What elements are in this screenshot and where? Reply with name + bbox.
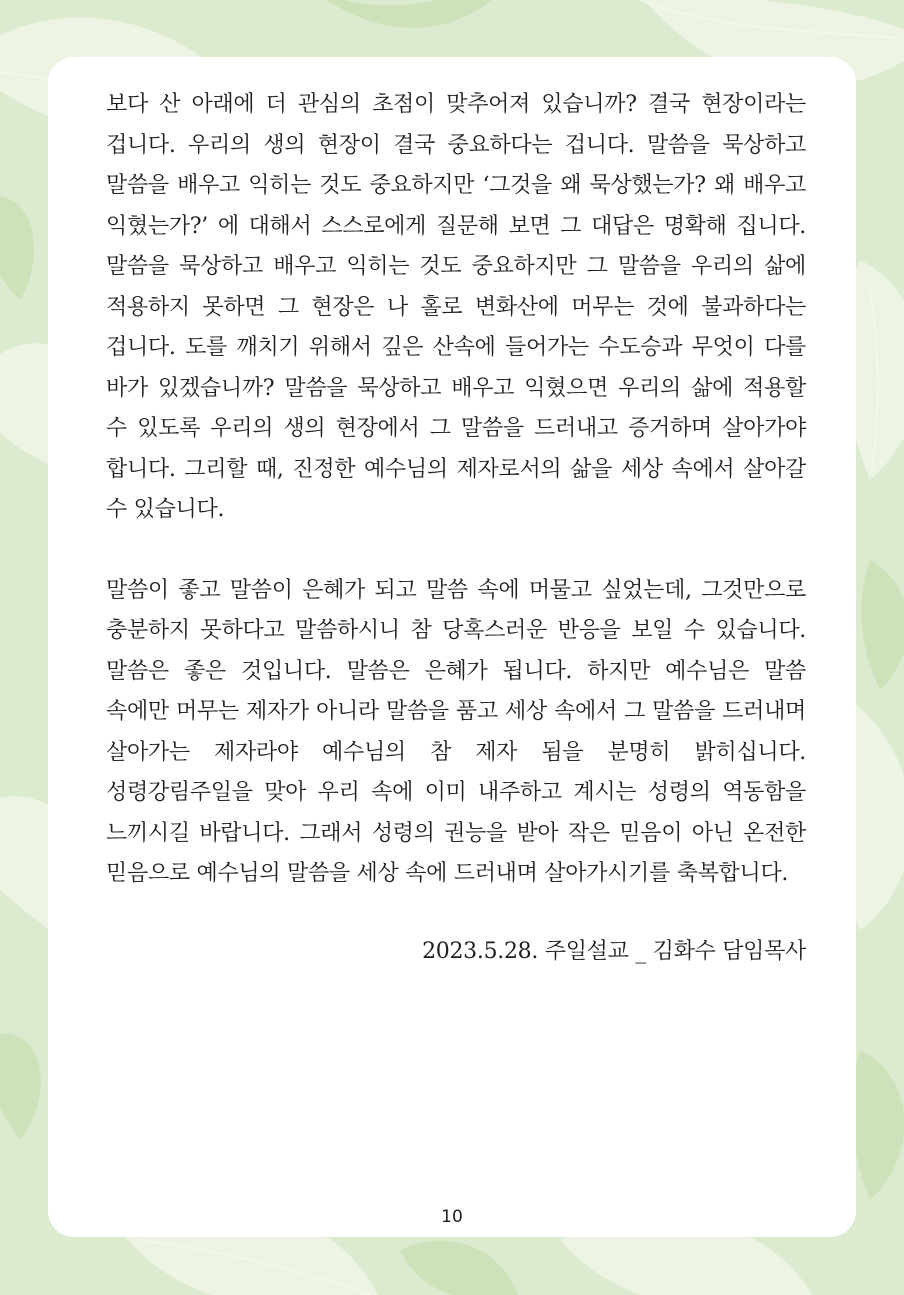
- paragraph-2: 말씀이 좋고 말씀이 은혜가 되고 말씀 속에 머물고 싶었는데, 그것만으로 충분하지 못하다고 말씀하시니 참 당혹스러운 반응을 보일 수 있습니다. 말씀은 좋은 것입니다. 말씀은 은혜가 됩니다. 하지만 예수님은 말씀 속에만 머무는 제자가 아니라 말씀을 품고 세상 속에서 그 말씀을 드러내며 살아가는 제자라야 예수님의 참 제자 됨을 분명히 밝히십니다. 성령강림주일을 맞아 우리 속에 이미 내주하고 계시는 성령의 역동함을 느끼시길 바랍니다. 그래서 성령의 권능을 받아 작은 믿음이 아닌 온전한 믿음으로 예수님의 말씀을 세상 속에 드러내며 살아가시기를 축복합니다.: [106, 577, 806, 886]
- page-panel: [48, 57, 856, 1237]
- sermon-signature: 2023.5.28. 주일설교 _ 김화수 담임목사: [422, 939, 806, 964]
- paragraph-1: 보다 산 아래에 더 관심의 초점이 맞추어져 있습니까? 결국 현장이라는 겁니다. 우리의 생의 현장이 결국 중요하다는 겁니다. 말씀을 묵상하고 말씀을 배우고 익히는 것도 중요하지만 ‘그것을 왜 묵상했는가? 왜 배우고 익혔는가?’ 에 대해서 스스로에게 질문해 보면 그 대답은 명확해 집니다. 말씀을 묵상하고 배우고 익히는 것도 중요하지만 그 말씀을 우리의 삶에 적용하지 못하면 그 현장은 나 홀로 변화산에 머무는 것에 불과하다는 겁니다. 도를 깨치기 위해서 깊은 산속에 들어가는 수도승과 무엇이 다를 바가 있겠습니까? 말씀을 묵상하고 배우고 익혔으면 우리의 삶에 적용할 수 있도록 우리의 생의 현장에서 그 말씀을 드러내고 증거하며 살아가야 합니다. 그리할 때, 진정한 예수님의 제자로서의 삶을 세상 속에서 살아갈 수 있습니다.: [106, 92, 806, 522]
- page-number: 10: [441, 1207, 463, 1227]
- sermon-body: [106, 85, 806, 895]
